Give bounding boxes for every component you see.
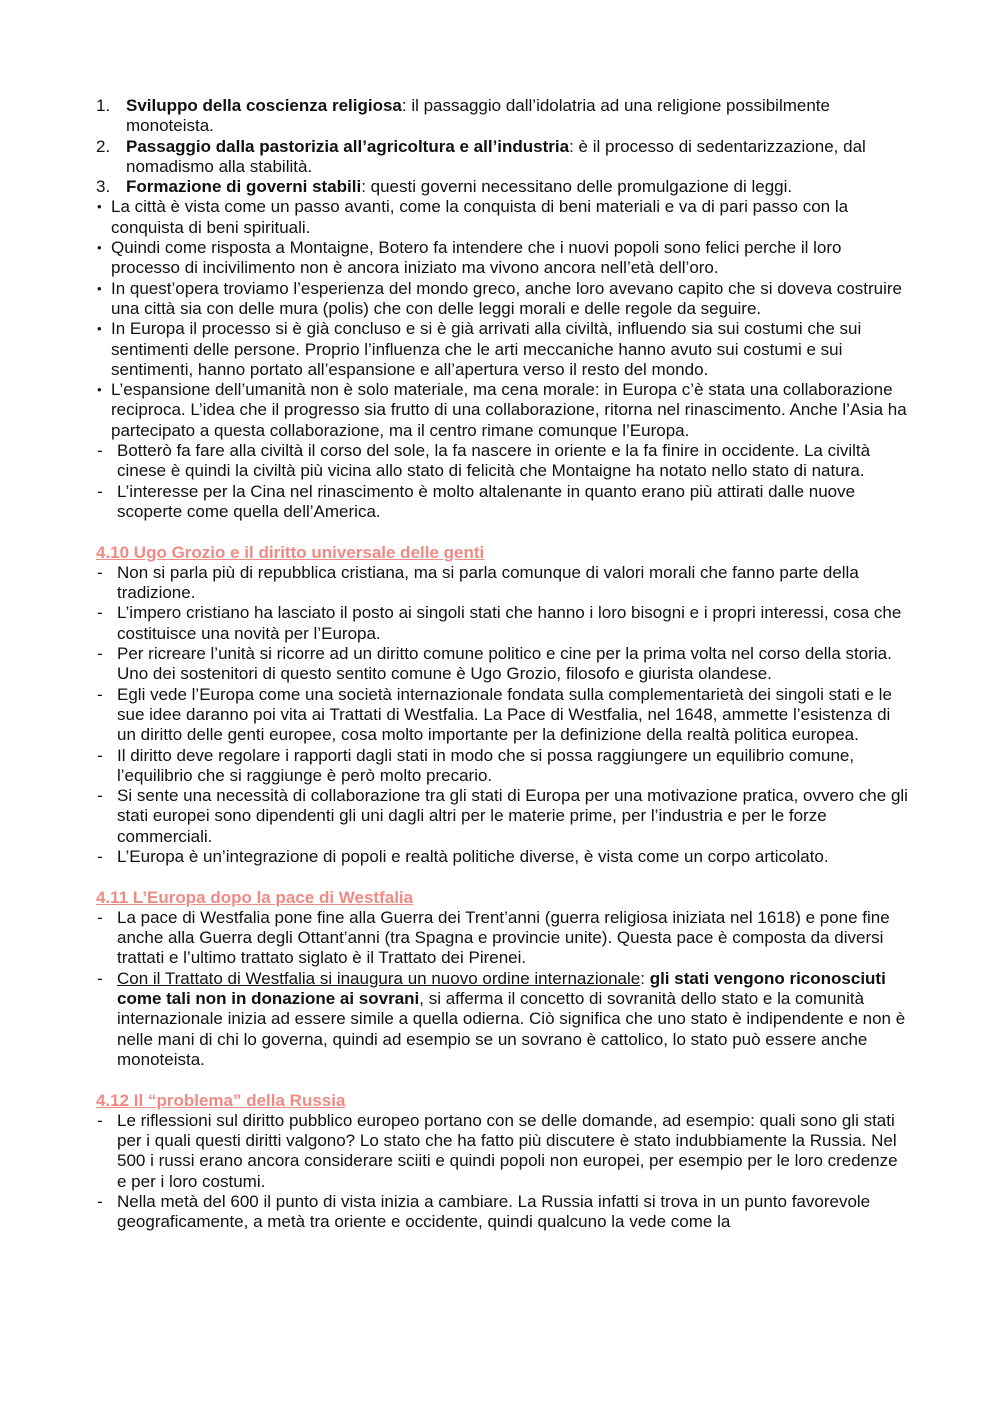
- dash-item: - Con il Trattato di Westfalia si inaugura un nuovo ordine internazionale: gli stati vengono riconosciuti come tali non in donazione ai sovrani, si afferma il concetto di sovranità dello stato e la comunità internazionale inizia ad essere simile a quella odierna. Ciò significa che uno stato è indipendente e non è nelle mani di chi lo governa, quindi ad esempio se un sovrano è cattolico, lo stato può essere anche monoteista.: [97, 968, 906, 1069]
- dash-marker: -: [97, 846, 103, 866]
- dash-marker: -: [97, 745, 103, 765]
- numbered-item: 3. Formazione di governi stabili: questi governi necessitano delle promulgazione di leggi.: [96, 177, 793, 197]
- dash-marker: -: [97, 481, 103, 501]
- dash-marker: -: [97, 968, 103, 988]
- dash-item: - Non si parla più di repubblica cristiana, ma si parla comunque di valori morali che fanno parte della tradizione.: [97, 562, 859, 603]
- dash-marker: -: [97, 441, 103, 461]
- dash-marker: -: [97, 1192, 103, 1212]
- document-page: [96, 96, 911, 1233]
- bullet-marker: •: [97, 321, 102, 337]
- section-heading-4-12: 4.12 Il “problema” della Russia: [96, 1090, 346, 1110]
- dash-item: - Si sente una necessità di collaborazione tra gli stati di Europa per una motivazione pratica, ovvero che gli stati europei sono dipendenti gli uni dagli altri per le materie prime, per l’industria e per le forze commerciali.: [97, 786, 908, 846]
- dash-marker: -: [97, 562, 103, 582]
- dash-item: - Nella metà del 600 il punto di vista inizia a cambiare. La Russia infatti si trova in un punto favorevole geograficamente, a metà tra oriente e occidente, quindi qualcuno la vede come la: [97, 1192, 871, 1232]
- numbered-list: [96, 96, 911, 197]
- bullet-item: • In quest’opera troviamo l’esperienza del mondo greco, anche loro avevano capito che si doveva costruire una città sia con delle mura (polis) che con delle leggi morali e delle regole da seguire.: [97, 278, 902, 318]
- section-4-11-list: [96, 908, 911, 1070]
- numbered-item: 2. Passaggio dalla pastorizia all’agricoltura e all’industria: è il processo di sedentarizzazione, dal nomadismo alla stabilità.: [96, 136, 866, 176]
- dash-item: - Le riflessioni sul diritto pubblico europeo portano con se delle domande, ad esempio: quali sono gli stati per i quali questi diritti valgono? Lo stato che ha fatto più discutere è stato indubbiamente la Russia. Nel 500 i russi erano ancora considerare sciiti e quindi popoli non europei, per esempio per le loro credenze e per i loro costumi.: [97, 1110, 898, 1191]
- underlined-text: Con il Trattato di Westfalia si inaugura un nuovo ordine internazionale: [117, 968, 641, 988]
- dash-item: - L’interesse per la Cina nel rinascimento è molto altalenante in quanto erano più attirati dalle nuove scoperte come quella dell’America.: [97, 481, 856, 521]
- bold-term: Formazione di governi stabili: [126, 177, 362, 197]
- section-heading-4-11: 4.11 L’Europa dopo la pace di Westfalia: [96, 887, 414, 907]
- section-4-10-list: [96, 563, 911, 867]
- dash-item: - L’impero cristiano ha lasciato il posto ai singoli stati che hanno i loro bisogni e i propri interessi, cosa che costituisce una novità per l’Europa.: [97, 603, 902, 643]
- bullet-list: [96, 197, 911, 441]
- dash-marker: -: [97, 603, 103, 623]
- dash-item: - L’Europa è un’integrazione di popoli e realtà politiche diverse, è vista come un corpo articolato.: [97, 846, 829, 866]
- dash-marker: -: [97, 644, 103, 664]
- bold-term: Sviluppo della coscienza religiosa: [126, 96, 402, 115]
- dash-marker: -: [97, 1110, 103, 1130]
- dash-item: - Botterò fa fare alla civiltà il corso del sole, la fa nascere in oriente e la fa finire in occidente. La civiltà cinese è quindi la civiltà più vicina allo stato di felicità che Montaigne ha notato nello stato di natura.: [97, 441, 871, 481]
- section-4-12-list: [96, 1111, 911, 1233]
- numbered-item: 1. Sviluppo della coscienza religiosa: il passaggio dall’idolatria ad una religione possibilmente monoteista.: [96, 96, 830, 136]
- bold-text: gli stati vengono riconosciuti come tali non in donazione ai sovrani: [117, 968, 886, 1009]
- bullet-item: • Quindi come risposta a Montaigne, Botero fa intendere che i nuovi popoli sono felici perche il loro processo di incivilimento non è ancora iniziato ma vivono ancora nell’età dell’oro.: [97, 238, 842, 278]
- dash-marker: -: [97, 786, 103, 806]
- dash-item: - Egli vede l’Europa come una società internazionale fondata sulla complementarietà dei singoli stati e le sue idee daranno poi vita ai Trattati di Westfalia. La Pace di Westfalia, nel 1648, ammette l’esistenza di un diritto delle genti europee, cosa molto importante per la definizione della realtà politica europea.: [97, 684, 892, 745]
- dash-item: - Per ricreare l’unità si ricorre ad un diritto comune politico e cine per la prima volta nel corso della storia. Uno dei sostenitori di questo sentito comune è Ugo Grozio, filosofo e giurista olandese.: [97, 644, 892, 684]
- dash-marker: -: [97, 907, 103, 927]
- bullet-item: • In Europa il processo si è già concluso e si è già arrivati alla civiltà, influendo sia sui costumi che sui sentimenti delle persone. Proprio l’influenza che le arti meccaniche hanno avuto sui costumi e sui sentimenti, hanno portato all’espansione e all’apertura verso il resto del mondo.: [97, 319, 862, 379]
- dash-item: - Il diritto deve regolare i rapporti dagli stati in modo che si possa raggiungere un equilibrio comune, l’equilibrio che si raggiunge è però molto precario.: [97, 745, 855, 785]
- bullet-marker: •: [97, 240, 102, 256]
- bullet-marker: •: [97, 199, 102, 215]
- dash-list: [96, 441, 911, 522]
- bullet-item: • L’espansione dell’umanità non è solo materiale, ma cena morale: in Europa c’è stata una collaborazione reciproca. L’idea che il progresso sia frutto di una collaborazione, ritorna nel rinascimento. Anche l’Asia ha partecipato a questa collaborazione, ma il centro rimane comunque l’Europa.: [97, 380, 907, 440]
- bullet-marker: •: [97, 382, 102, 398]
- bold-term: Passaggio dalla pastorizia all’agricoltura e all’industria: [126, 136, 570, 156]
- section-heading-4-10: 4.10 Ugo Grozio e il diritto universale delle genti: [96, 542, 485, 562]
- bullet-item: • La città è vista come un passo avanti, come la conquista di beni materiali e va di pari passo con la conquista di beni spirituali.: [97, 197, 849, 237]
- dash-marker: -: [97, 684, 103, 704]
- dash-item: - La pace di Westfalia pone fine alla Guerra dei Trent’anni (guerra religiosa iniziata nel 1618) e pone fine anche alla Guerra degli Ottant’anni (tra Spagna e provincie unite). Questa pace è composta da diversi trattati e l’ultimo trattato siglato è il Trattato dei Pirenei.: [97, 907, 890, 968]
- bullet-marker: •: [97, 280, 102, 296]
